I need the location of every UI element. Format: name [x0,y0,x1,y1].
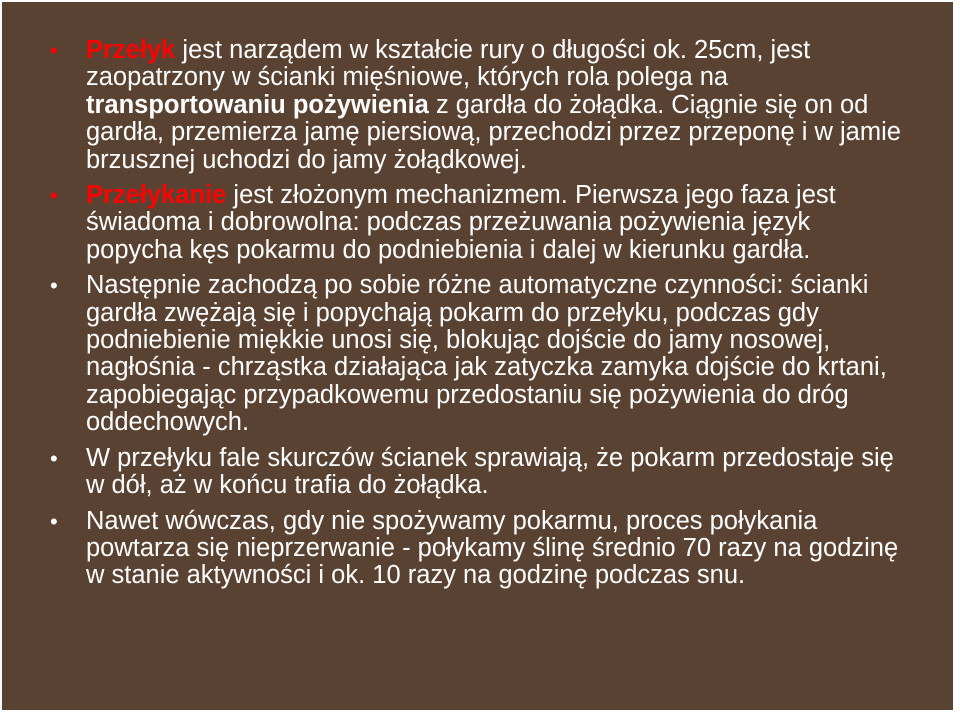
bullet-list [50,37,910,598]
bullet-text: W przełyku fale skurczów ścianek sprawiają, że pokarm przedostaje się w dół, aż w końcu trafia do żołądka. [86,443,894,500]
bullet-text: Nawet wówczas, gdy nie spożywamy pokarmu, proces połykania powtarza się nieprzerwanie - połykamy ślinę średnio 70 razy na godzinę w stanie aktywności i ok. 10 razy na godzinę podczas snu. [86,506,899,590]
bullet-dot-icon: • [50,508,58,534]
bullet-text: jest złożonym mechanizmem. Pierwsza jego faza jest świadoma i dobrowolna: podczas przeżuwania pożywienia język popycha kęs pokarmu do podniebienia i dalej w kierunku gardła. [86,181,836,264]
highlighted-term: Przełyk [86,36,176,64]
bullet-dot-icon: • [50,445,58,471]
bullet-dot-icon: • [50,38,58,63]
bullet-item [50,445,910,500]
bullet-item [50,37,910,174]
bold-text: transportowaniu pożywienia [86,90,429,119]
bullet-item [50,508,910,590]
slide [2,2,953,710]
bullet-text: Następnie zachodzą po sobie różne automatyczne czynności: ścianki gardła zwężają się i popychają pokarm do przełyku, podczas gdy podniebienie miękkie unosi się, blokując dojście do jamy nosowej, nagłośnia - chrząstka działająca jak zatyczka zamyka dojście do krtani, zapobiegając przypadkowemu przedostaniu się pożywienia do dróg oddechowych. [86,271,887,437]
bullet-item [50,182,910,264]
bullet-text: jest narządem w kształcie rury o długości ok. 25cm, jest zaopatrzony w ścianki mięśniowe, których rola polega na [86,36,811,92]
bullet-item [50,272,910,436]
bullet-dot-icon: • [50,273,58,299]
bullet-dot-icon: • [50,183,58,209]
bullet-text: z gardła do żołądka. Ciągnie się on od gardła, przemierza jamę piersiową, przechodzi przez przeponę i w jamie brzusznej uchodzi do jamy żołądkowej. [86,90,901,174]
highlighted-term: Przełykanie [86,181,227,210]
